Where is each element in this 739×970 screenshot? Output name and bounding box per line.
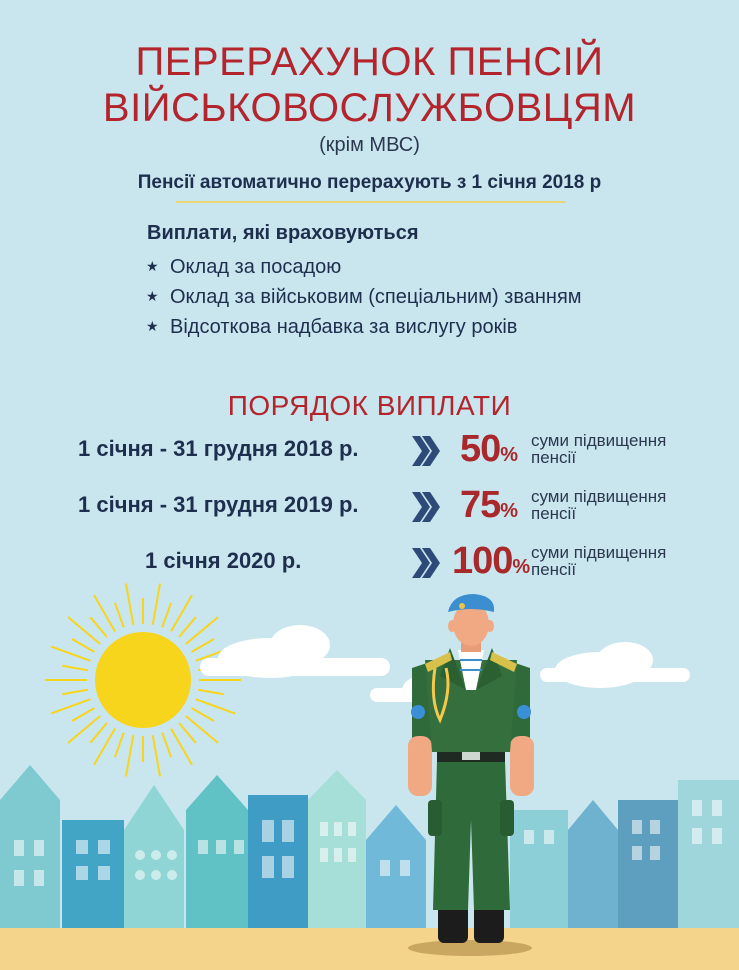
- sun-ray: [191, 708, 214, 721]
- payments-heading: Виплати, які враховуються: [147, 222, 419, 244]
- sun-ray: [62, 666, 88, 671]
- list-item-label: Оклад за військовим (спеціальним) званням: [170, 286, 582, 308]
- percent-value: 100%: [452, 540, 531, 582]
- sun-ray: [153, 735, 160, 776]
- percent-value: 75%: [460, 484, 519, 526]
- sun-ray: [179, 617, 196, 637]
- sun-ray: [153, 583, 160, 624]
- star-icon: ★: [146, 258, 159, 274]
- star-icon: ★: [146, 318, 159, 334]
- sun-ray: [62, 690, 88, 695]
- double-chevron-right-icon: [410, 490, 440, 524]
- sun-ray: [162, 733, 171, 757]
- list-item-label: Відсоткова надбавка за вислугу років: [170, 316, 518, 338]
- schedule-period: 1 січня 2020 р.: [145, 548, 302, 573]
- schedule-period: 1 січня - 31 грудня 2018 р.: [78, 436, 359, 461]
- percent-value: 50%: [460, 428, 519, 470]
- sun-ray: [51, 646, 90, 660]
- headline: Пенсії автоматично перерахують з 1 січня 2018 р: [137, 172, 602, 193]
- page-title-line-1: ПЕРЕРАХУНОК ПЕНСІЙ: [135, 40, 604, 84]
- double-chevron-right-icon: [410, 546, 440, 580]
- sun-ray: [126, 735, 133, 776]
- double-chevron-right-icon: [410, 434, 440, 468]
- sun-ray: [72, 708, 95, 721]
- sun-ray: [72, 639, 95, 652]
- list-item-label: Оклад за посадою: [170, 256, 342, 278]
- list-item: [146, 286, 582, 309]
- cloud-left: [200, 625, 390, 678]
- percent-note: суми підвищення пенсії: [531, 431, 667, 467]
- sun-ray: [198, 690, 224, 695]
- schedule-period: 1 січня - 31 грудня 2019 р.: [78, 492, 359, 517]
- sun-ray: [162, 603, 171, 627]
- ground: [0, 928, 739, 970]
- page-title-line-2: ВІЙСЬКОВОСЛУЖБОВЦЯМ: [102, 86, 637, 130]
- sun-ray: [179, 723, 196, 743]
- star-icon: ★: [146, 288, 159, 304]
- sun-ray: [126, 583, 133, 624]
- list-item: [146, 256, 341, 279]
- percent-note: суми підвищення пенсії: [531, 543, 667, 579]
- sun-ray: [196, 699, 235, 713]
- sun-illustration: [45, 583, 241, 776]
- sun-ray: [90, 617, 107, 637]
- cloud-right: [540, 642, 690, 688]
- sun-ray: [191, 639, 214, 652]
- sun-ray: [90, 723, 107, 743]
- list-item: [146, 316, 517, 339]
- sun-ray: [115, 603, 124, 627]
- schedule-title: ПОРЯДОК ВИПЛАТИ: [227, 390, 512, 421]
- headline-underline: [176, 201, 566, 203]
- page-subtitle: (крім МВС): [319, 134, 420, 156]
- sun-ray: [115, 733, 124, 757]
- sun-ray: [51, 699, 90, 713]
- percent-note: суми підвищення пенсії: [531, 487, 667, 523]
